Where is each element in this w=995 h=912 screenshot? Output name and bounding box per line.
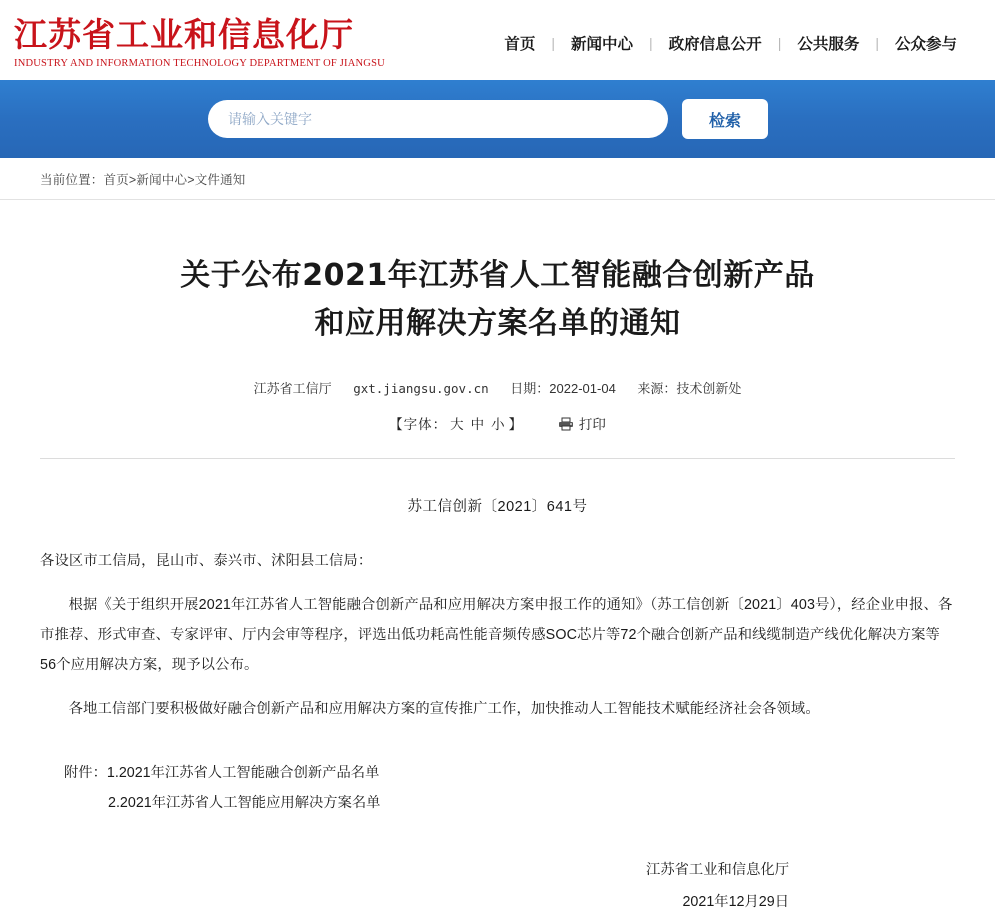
attachments (40, 758, 955, 818)
nav-separator: | (875, 35, 879, 51)
printer-icon (558, 417, 574, 434)
meta-domain: gxt.jiangsu.gov.cn (353, 381, 489, 396)
nav-item-home[interactable]: 首页 (504, 36, 536, 53)
attachments-label: 附件： (64, 765, 107, 781)
article (0, 252, 995, 912)
meta-source: 来源：技术创新处 (637, 381, 742, 396)
nav-separator: | (551, 35, 556, 51)
main-nav (394, 26, 995, 54)
divider (40, 458, 955, 459)
signature-org: 江苏省工业和信息化厅 (646, 862, 789, 878)
article-body (40, 546, 955, 724)
meta-source-org: 江苏省工信厅 (253, 381, 332, 396)
nav-separator: | (649, 35, 653, 51)
signature-date: 2021年12月29日 (682, 894, 789, 910)
font-size-small[interactable]: 小 (491, 417, 506, 432)
breadcrumb[interactable]: 当前位置：首页>新闻中心>文件通知 (40, 172, 246, 187)
page-title: 关于公布2021年江苏省人工智能融合创新产品和应用解决方案名单的通知 (180, 258, 815, 341)
search-button[interactable]: 检索 (682, 99, 768, 139)
font-size-control (389, 417, 528, 432)
attachment-link-2[interactable]: 2.2021年江苏省人工智能应用解决方案名单 (108, 795, 381, 811)
font-size-close: 】 (508, 417, 524, 432)
body-paragraph-salutation: 各设区市工信局，昆山市、泰兴市、沭阳县工信局： (40, 553, 373, 569)
meta-date: 日期：2022-01-04 (510, 381, 616, 396)
font-size-large[interactable]: 大 (450, 417, 465, 432)
site-logo[interactable] (14, 11, 394, 69)
font-size-medium[interactable]: 中 (470, 417, 486, 432)
site-logo-en: INDUSTRY AND INFORMATION TECHNOLOGY DEPARTMENT OF JIANGSU (14, 58, 385, 69)
site-logo-cn: 江苏省工业和信息化厅 (14, 15, 354, 54)
doc-number: 苏工信创新〔2021〕641号 (407, 499, 588, 515)
nav-separator: | (777, 35, 782, 51)
site-header (0, 0, 995, 80)
attachment-link-1[interactable]: 1.2021年江苏省人工智能融合创新产品名单 (106, 765, 380, 781)
print-button[interactable] (558, 413, 606, 434)
signature (40, 854, 955, 912)
search-input[interactable] (208, 100, 668, 138)
nav-item-public-participation[interactable]: 公众参与 (894, 36, 957, 53)
body-paragraph-2: 各地工信部门要积极做好融合创新产品和应用解决方案的宣传推广工作，加快推动人工智能技术赋能经济社会各领域。 (68, 701, 820, 717)
body-paragraph-1: 根据《关于组织开展2021年江苏省人工智能融合创新产品和应用解决方案申报工作的通知》（苏工信创新〔2021〕403号），经企业申报、各市推荐、形式审查、专家评审、厅内会审等程序，评选出低功耗高性能音频传感SOC芯片等72个融合创新产品和线缆制造产线优化解决方案等56个应用解决方案，现予以公布。 (40, 597, 953, 673)
print-label: 打印 (578, 417, 606, 432)
breadcrumb-bar (0, 158, 995, 200)
article-meta (40, 378, 955, 397)
nav-item-public-service[interactable]: 公共服务 (797, 36, 860, 53)
font-size-label: 【字体： (389, 417, 448, 432)
attachments-row-1 (64, 758, 955, 788)
search-band (0, 80, 995, 158)
nav-item-news[interactable]: 新闻中心 (571, 36, 634, 53)
article-tools (40, 413, 955, 434)
nav-item-gov-info[interactable]: 政府信息公开 (668, 36, 762, 53)
